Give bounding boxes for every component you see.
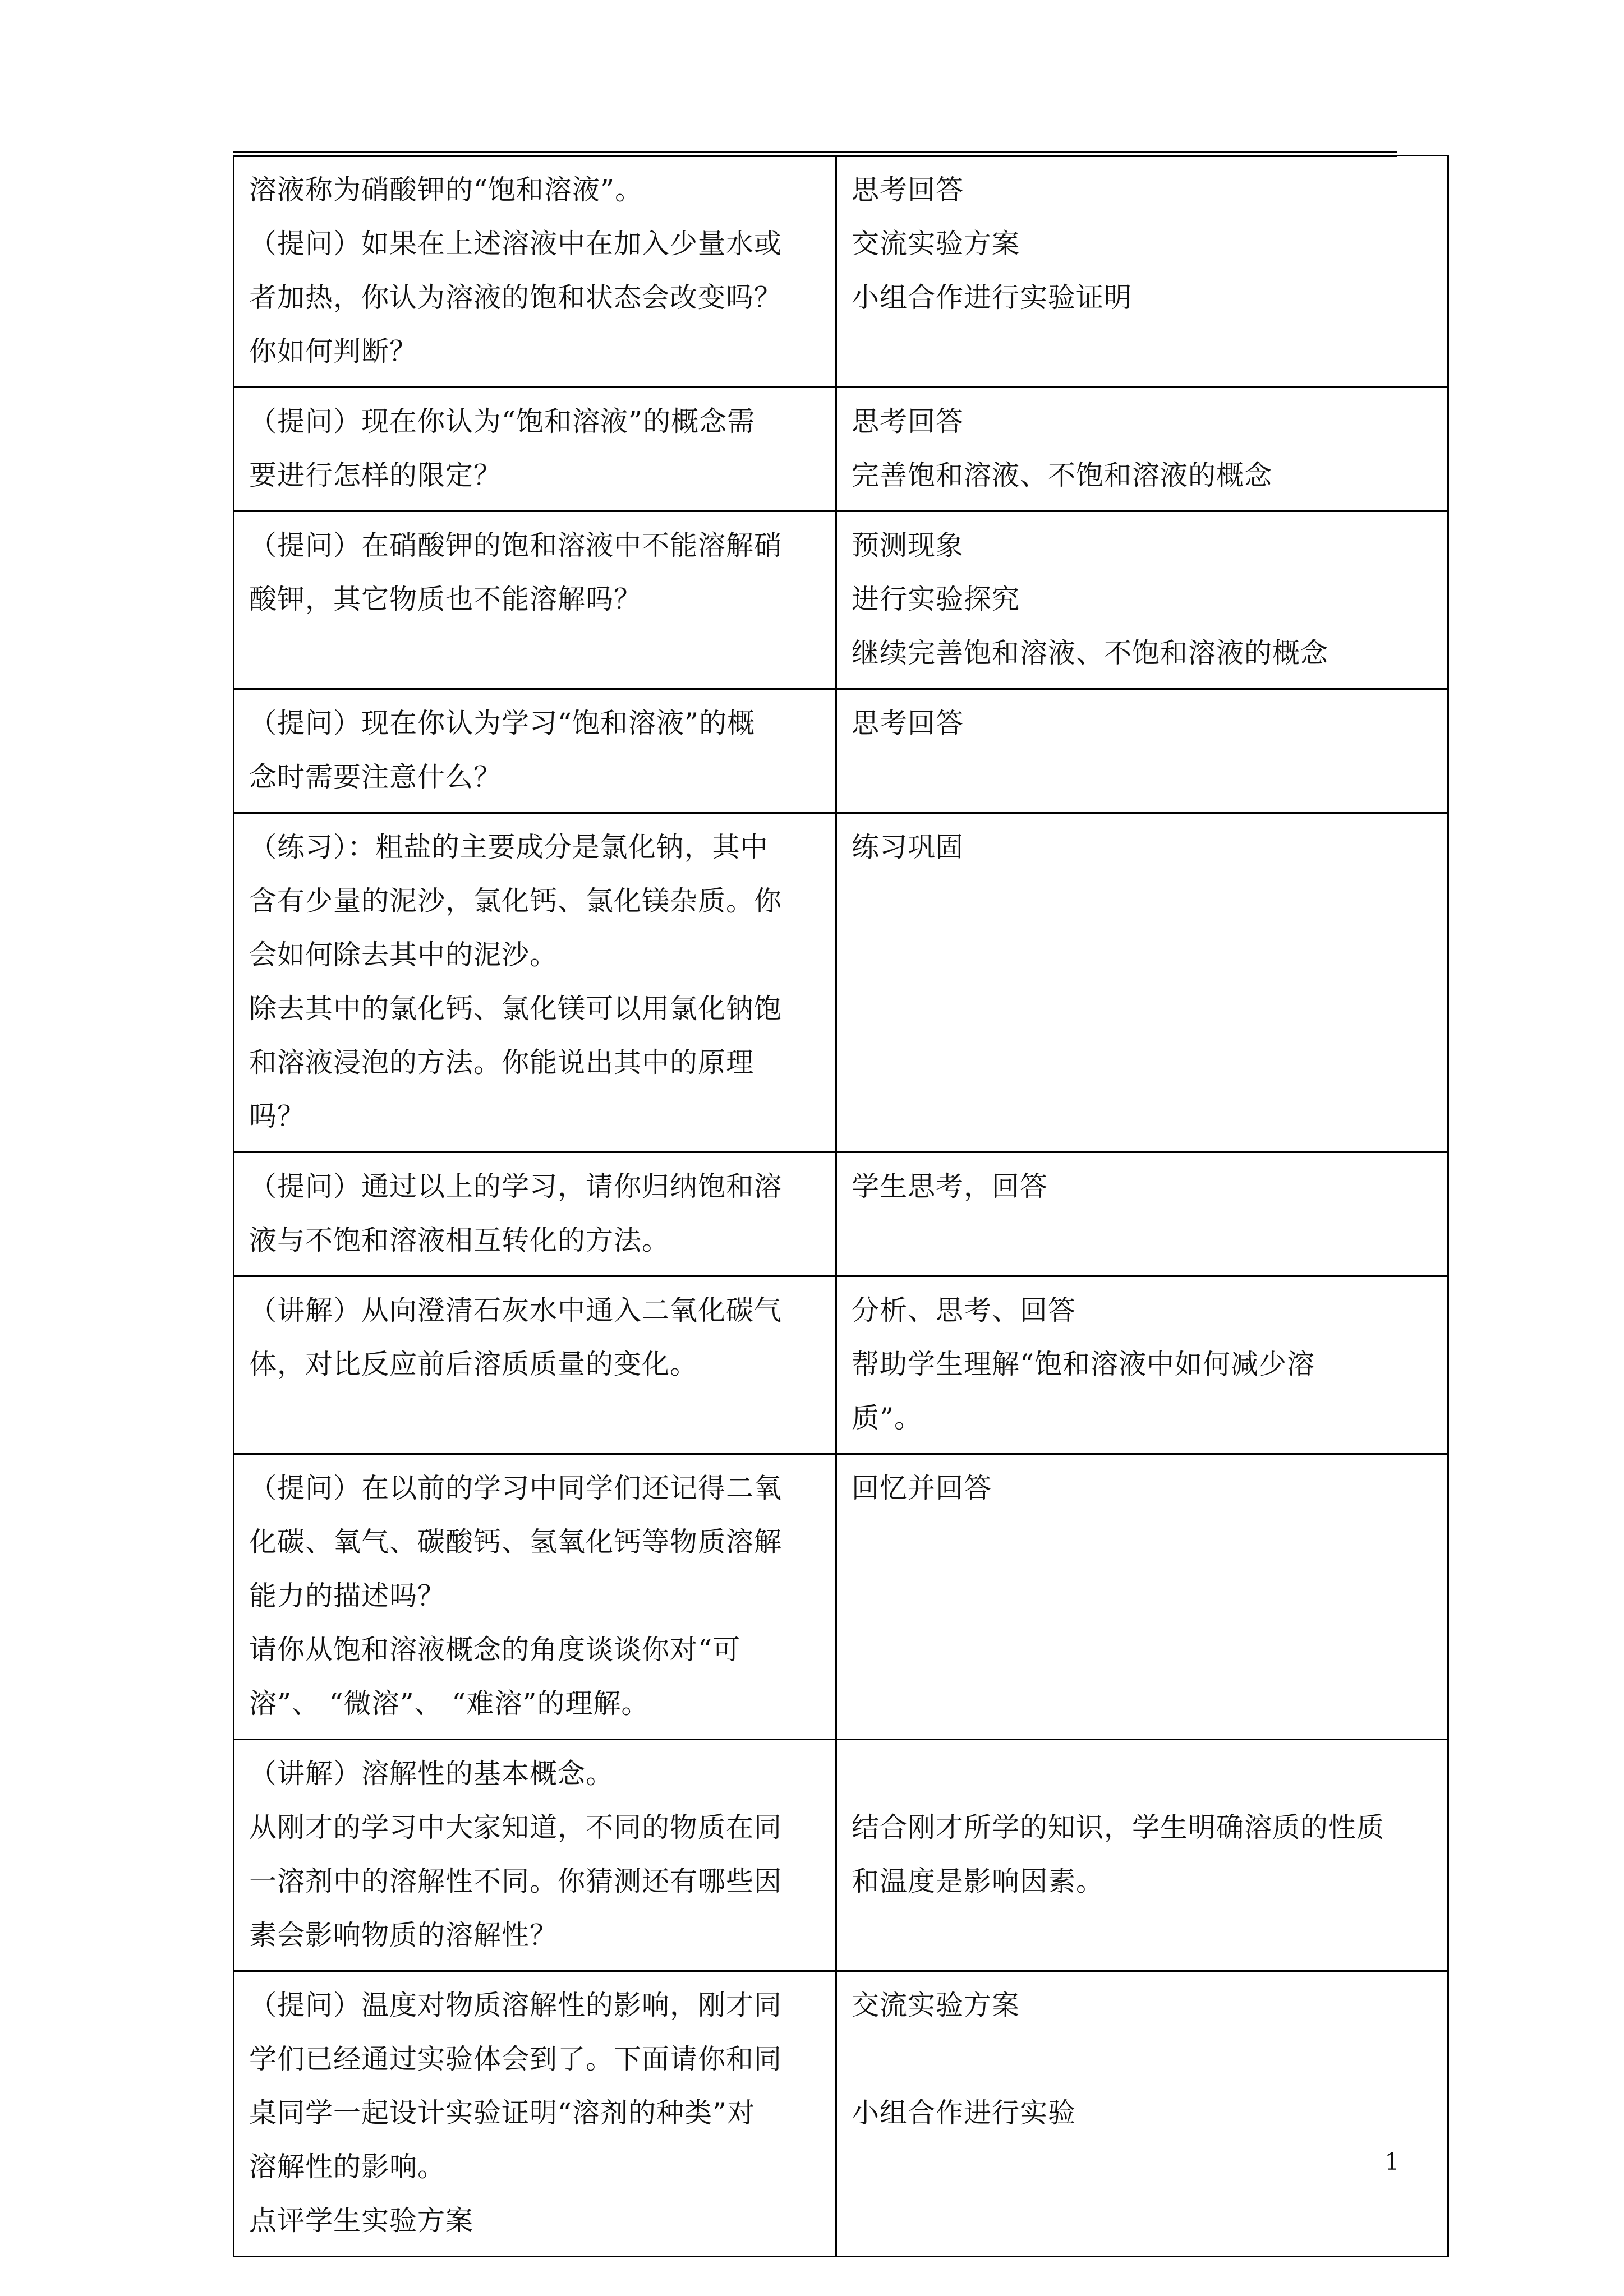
student-activity-cell [836,1276,1448,1454]
teacher-text-line: 一溶剂中的溶解性不同。你猜测还有哪些因 [249,1865,783,1897]
student-text-line: 帮助学生理解“饱和溶液中如何减少溶 [852,1348,1315,1380]
teacher-text-line: 学们已经通过实验体会到了。下面请你和同 [249,2043,783,2075]
student-text-line: 思考回答 [852,405,964,437]
student-activity-cell [836,511,1448,689]
teacher-activity-cell [234,1454,836,1740]
teacher-text-line: 能力的描述吗？ [249,1580,446,1612]
student-text-line: 学生思考，回答 [852,1170,1048,1202]
teacher-text-line: （提问）在以前的学习中同学们还记得二氧 [249,1472,783,1504]
teacher-activity-cell [234,1276,836,1454]
teacher-activity-cell [234,1971,836,2257]
teacher-text-line: 从刚才的学习中大家知道，不同的物质在同 [249,1811,783,1843]
teacher-text-line: 念时需要注意什么？ [249,761,502,793]
teacher-activity-cell [234,689,836,813]
student-text-line: 小组合作进行实验证明 [852,282,1133,313]
student-text-line: 完善饱和溶液、不饱和溶液的概念 [852,459,1273,491]
student-activity-cell [836,689,1448,813]
lesson-plan-table [233,155,1449,2257]
teacher-activity-cell [234,1740,836,1971]
table-row [234,1152,1448,1276]
table-row [234,1276,1448,1454]
student-text-line: 交流实验方案 [852,1989,1020,2021]
table-row [234,1971,1448,2257]
teacher-text-line: （提问）通过以上的学习，请你归纳饱和溶 [249,1170,783,1202]
teacher-text-line: 溶解性的影响。 [249,2151,446,2183]
student-activity-cell [836,1454,1448,1740]
teacher-text-line: 除去其中的氯化钙、氯化镁可以用氯化钠饱 [249,993,783,1025]
teacher-text-line: 化碳、氧气、碳酸钙、氢氧化钙等物质溶解 [249,1526,783,1558]
teacher-text-line: 和溶液浸泡的方法。你能说出其中的原理 [249,1046,755,1078]
teacher-text-line: （讲解）溶解性的基本概念。 [249,1758,614,1790]
teacher-activity-cell [234,511,836,689]
teacher-text-line: 溶液称为硝酸钾的“饱和溶液”。 [249,174,643,206]
student-text-line: 分析、思考、回答 [852,1294,1076,1326]
teacher-text-line: 液与不饱和溶液相互转化的方法。 [249,1224,670,1256]
student-activity-cell [836,1971,1448,2257]
teacher-text-line: 点评学生实验方案 [249,2205,474,2237]
student-text-line: 思考回答 [852,174,964,206]
teacher-text-line: 体，对比反应前后溶质质量的变化。 [249,1348,698,1380]
teacher-text-line: 请你从饱和溶液概念的角度谈谈你对“可 [249,1634,741,1666]
teacher-text-line: 者加热，你认为溶液的饱和状态会改变吗？ [249,282,783,313]
student-text-line: 结合刚才所学的知识，学生明确溶质的性质 [852,1811,1385,1843]
table-row [234,813,1448,1152]
student-text-line: 进行实验探究 [852,583,1020,615]
table-row [234,511,1448,689]
student-text-line: 和温度是影响因素。 [852,1865,1105,1897]
teacher-text-line: 要进行怎样的限定？ [249,459,502,491]
teacher-text-line: （提问）现在你认为“饱和溶液”的概念需 [249,405,756,437]
teacher-text-line: 含有少量的泥沙，氯化钙、氯化镁杂质。你 [249,885,783,917]
table-row [234,1454,1448,1740]
teacher-text-line: 会如何除去其中的泥沙。 [249,939,558,971]
student-text-line [852,2032,1435,2086]
teacher-text-line: （提问）现在你认为学习“饱和溶液”的概 [249,707,756,739]
student-text-line: 交流实验方案 [852,228,1020,260]
student-activity-cell [836,1152,1448,1276]
teacher-text-line: （讲解）从向澄清石灰水中通入二氧化碳气 [249,1294,783,1326]
student-activity-cell [836,813,1448,1152]
teacher-text-line: （提问）如果在上述溶液中在加入少量水或 [249,228,783,260]
teacher-text-line: 你如何判断？ [249,335,418,367]
teacher-text-line: 溶”、 “微溶”、 “难溶”的理解。 [249,1688,650,1719]
teacher-text-line: 桌同学一起设计实验证明“溶剂的种类”对 [249,2097,756,2129]
teacher-activity-cell [234,813,836,1152]
teacher-activity-cell [234,156,836,388]
student-text-line: 思考回答 [852,707,964,739]
table-body [234,156,1448,2257]
teacher-text-line: （提问）温度对物质溶解性的影响，刚才同 [249,1989,783,2021]
teacher-activity-cell [234,1152,836,1276]
student-text-line: 回忆并回答 [852,1472,992,1504]
teacher-text-line: （练习）：粗盐的主要成分是氯化钠，其中 [249,831,769,863]
table-row [234,388,1448,511]
student-text-line: 练习巩固 [852,831,964,863]
student-text-line [852,1747,1435,1801]
teacher-activity-cell [234,388,836,511]
page-number: 1 [1384,2148,1400,2175]
teacher-text-line: 吗？ [249,1100,306,1132]
student-activity-cell [836,388,1448,511]
teacher-text-line: 素会影响物质的溶解性？ [249,1919,558,1951]
table-row [234,689,1448,813]
table-row [234,1740,1448,1971]
student-text-line: 质”。 [852,1402,923,1434]
student-activity-cell [836,156,1448,388]
teacher-text-line: 酸钾，其它物质也不能溶解吗？ [249,583,642,615]
student-text-line: 预测现象 [852,529,964,561]
table-row [234,156,1448,388]
student-text-line: 继续完善饱和溶液、不饱和溶液的概念 [852,637,1329,669]
student-text-line: 小组合作进行实验 [852,2097,1076,2129]
teacher-text-line: （提问）在硝酸钾的饱和溶液中不能溶解硝 [249,529,783,561]
student-activity-cell [836,1740,1448,1971]
